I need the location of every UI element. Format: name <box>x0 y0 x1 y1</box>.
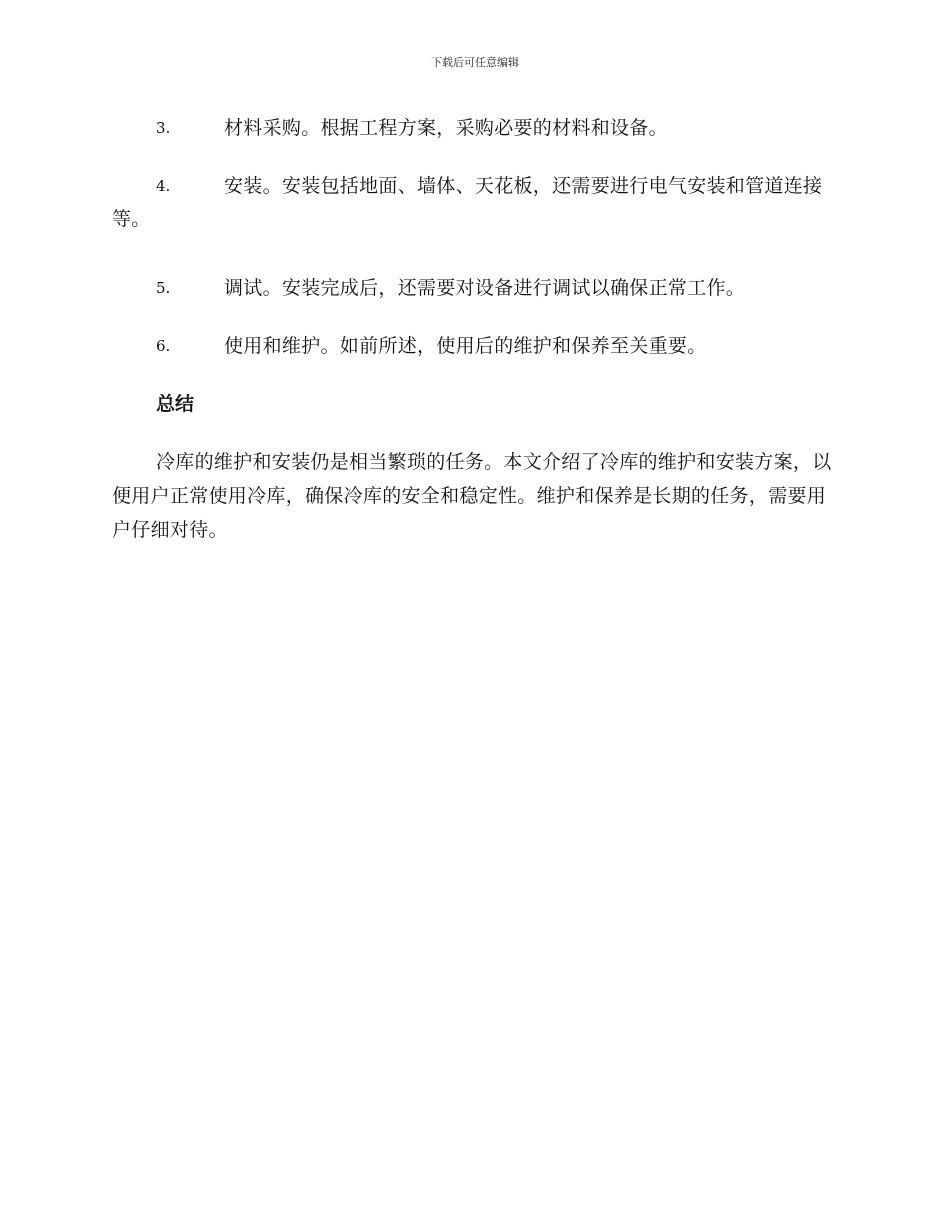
list-item <box>112 170 838 236</box>
list-item-number: 6. <box>156 337 171 355</box>
list-item-text: 调试。安装完成后，还需要对设备进行调试以确保正常工作。 <box>224 277 746 299</box>
header-note: 下载后可任意编辑 <box>431 56 519 69</box>
list-item-text: 使用和维护。如前所述，使用后的维护和保养至关重要。 <box>224 335 707 357</box>
list-item-number: 3. <box>156 119 171 137</box>
list-item-number: 4. <box>156 177 171 195</box>
summary-paragraph: 冷库的维护和安装仍是相当繁琐的任务。本文介绍了冷库的维护和安装方案，以便用户正常使用冷库，确保冷库的安全和稳定性。维护和保养是长期的任务，需要用户仔细对待。 <box>112 451 832 541</box>
list-item <box>112 272 838 305</box>
section-heading-summary: 总结 <box>156 393 195 415</box>
list-item-number: 5. <box>156 279 171 297</box>
list-item-text: 安装。安装包括地面、墙体、天花板，还需要进行电气安装和管道连接等。 <box>112 175 823 230</box>
list-item-text: 材料采购。根据工程方案，采购必要的材料和设备。 <box>224 117 668 139</box>
list-item <box>112 330 838 363</box>
list-item <box>112 112 838 145</box>
